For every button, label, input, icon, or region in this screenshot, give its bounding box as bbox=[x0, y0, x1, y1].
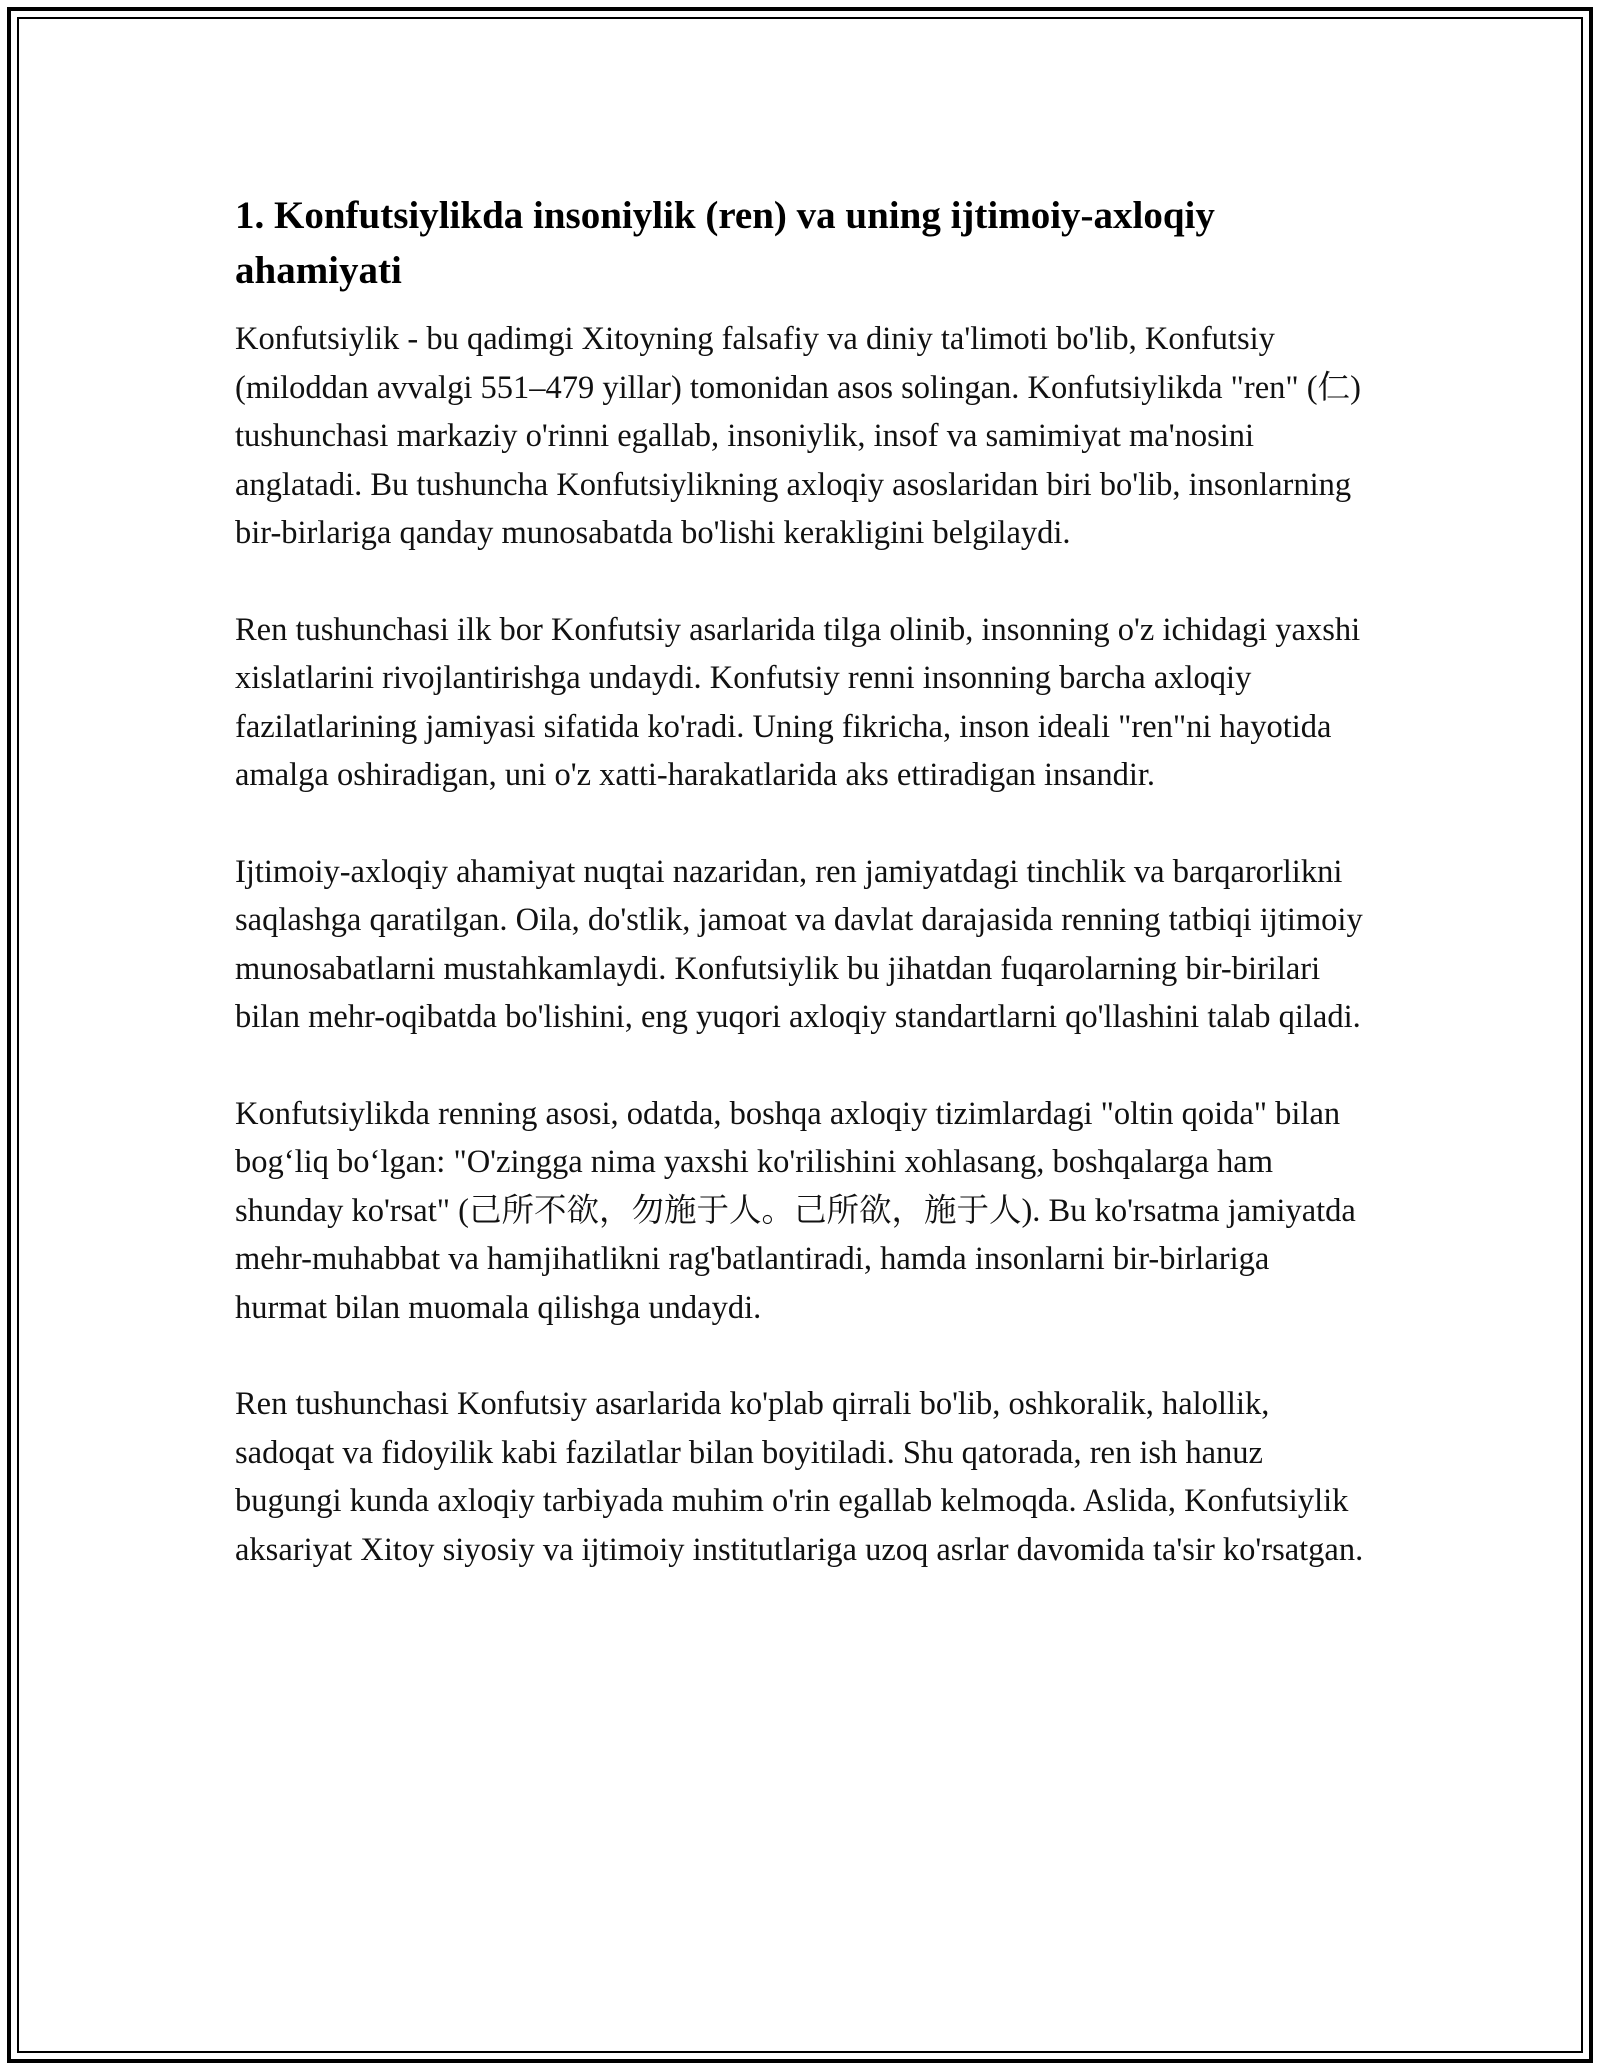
paragraph-conclusion: Ren tushunchasi Konfutsiy asarlarida ko'plab qirrali bo'lib, oshkoralik, halollik, sadoqat va fidoyilik kabi fazilatlar bilan boyitiladi. Shu qatorada, ren ish hanuz bugungi kunda axloqiy tarbiyada muhim o'rin egallab kelmoqda. Aslida, Konfutsiylik aksariyat Xitoy siyosiy va ijtimoiy institutlariga uzoq asrlar davomida ta'sir ko'rsatgan. bbox=[235, 1386, 1364, 1568]
document-body bbox=[235, 188, 1365, 1622]
paragraph-ren-concept: Ren tushunchasi ilk bor Konfutsiy asarlarida tilga olinib, insonning o'z ichidagi yaxshi xislatlarini rivojlantirishga undaydi. Konfutsiy renni insonning barcha axloqiy fazilatlarining jamiyasi sifatida ko'radi. Uning fikricha, inson ideali "ren"ni hayotida amalga oshiradigan, uni o'z xatti-harakatlarida aks ettiradigan insandir. bbox=[235, 611, 1361, 793]
paragraph-intro: Konfutsiylik - bu qadimgi Xitoyning falsafiy va diniy ta'limoti bo'lib, Konfutsiy (miloddan avvalgi 551–479 yillar) tomonidan asos solingan. Konfutsiylikda "ren" (仁) tushunchasi markaziy o'rinni egallab, insoniylik, insof va samimiyat ma'nosini anglatadi. Bu tushuncha Konfutsiylikning axloqiy asoslaridan biri bo'lib, insonlarning bir-birlariga qanday munosabatda bo'lishi kerakligini belgilaydi. bbox=[235, 321, 1361, 551]
paragraph-golden-rule: Konfutsiylikda renning asosi, odatda, boshqa axloqiy tizimlardagi "oltin qoida" bilan bog‘liq bo‘lgan: "O'zingga nima yaxshi ko'rilishini xohlasang, boshqalarga ham shunday ko'rsat" (己所不欲，勿施于人。己所欲，施于人). Bu ko'rsatma jamiyatda mehr-muhabbat va hamjihatlikni rag'batlantiradi, hamda insonlarni bir-birlariga hurmat bilan muomala qilishga undaydi. bbox=[235, 1095, 1356, 1326]
paragraph-social-significance: Ijtimoiy-axloqiy ahamiyat nuqtai nazaridan, ren jamiyatdagi tinchlik va barqarorlikni saqlashga qaratilgan. Oila, do'stlik, jamoat va davlat darajasida renning tatbiqi ijtimoiy munosabatlarni mustahkamlaydi. Konfutsiylik bu jihatdan fuqarolarning bir-birilari bilan mehr-oqibatda bo'lishini, eng yuqori axloqiy standartlarni qo'llashini talab qiladi. bbox=[235, 853, 1363, 1035]
document-title: 1. Konfutsiylikda insoniylik (ren) va uning ijtimoiy-axloqiy ahamiyati bbox=[235, 194, 1215, 292]
